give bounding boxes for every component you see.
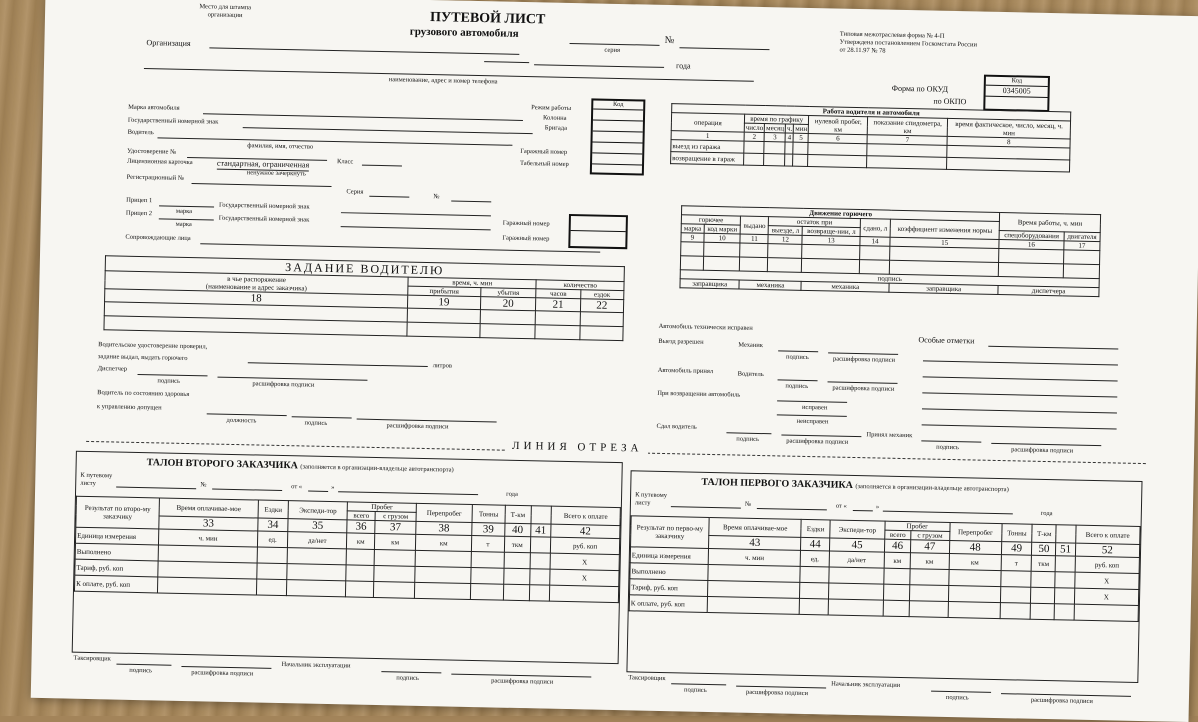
year-label: года [676,61,691,71]
health-text: Водитель по состоянию здоровья [97,389,190,399]
coupon-second-customer [72,451,623,664]
number-field-line[interactable] [451,200,491,202]
license-card-label: Лицензионная карточка [126,157,193,167]
column-label: Колонна [542,114,567,122]
mechanic-decode-caption: расшифровка подписи [832,355,896,364]
class-label: Класс [336,158,354,166]
trailer1-label: Прицеп 1 [126,196,153,205]
coupon1-table: Результат по перво-му заказчику Время оплачивае-мое Ездки Экспеди-тор Пробег Перепробег Тонны Т-км Всего к оплате всего с грузом 43 44 45 46 47 48 49 50 51 52 Единица измерения ч. мин ед. да/нет км км км т ткм руб. коп Выполнено X Тариф, руб. коп X К оплате, руб. коп [629,515,1141,622]
admitted-text: к управлению допущен [96,403,162,412]
driver-caption: фамилия, имя, отчество [247,142,314,151]
code-column-box: Код [590,98,646,175]
trailer2-plate-line[interactable] [341,226,491,230]
accepted-mech-decode-caption: расшифровка подписи [1011,446,1074,455]
task-given-text: задание выдал, выдать горючего [97,353,188,363]
health-decode-caption: расшифровка подписи [386,422,449,431]
accepted-mech-decode-line[interactable] [991,443,1101,446]
coupon2-no: № [200,481,207,489]
dispatcher-sign-caption: подпись [157,377,181,385]
work-table-title: Работа водителя и автомобиля [672,104,1071,121]
number-sign: № [664,34,675,47]
accepted-mech-sign-line[interactable] [921,440,981,442]
code-box: Код 0345005 [983,75,1050,112]
special-notes-line-3[interactable] [923,376,1118,381]
task-title: ЗАДАНИЕ ВОДИТЕЛЮ [105,256,624,282]
car-ok-text: Автомобиль технически исправен [658,322,753,332]
coupon1-chief-decode-caption: расшифровка подписи [1030,696,1093,706]
special-notes-line-2[interactable] [923,360,1118,365]
trailer1-garage-label: Гаражный номер [502,219,550,228]
coupon1-chief-decode-line[interactable] [1001,693,1131,697]
special-notes-line-6[interactable] [922,424,1117,429]
series-caption: серия [604,46,621,54]
coupon1-to-waybill: К путевому листу [634,491,668,507]
coupon1-taxer-sign-line[interactable] [671,683,726,685]
series-label: Серия [346,188,364,196]
work-table: Работа водителя и автомобиля операция время по графику нулевой пробег, км показание спидометра, км время фактическое, число, месяц, ч. мин число месяц ч. мин 1 2 3 4 5 6 7 8 выезд из гаража возвращение в гараж [670,103,1071,172]
coupon2-waybill-line[interactable] [116,487,196,490]
waybill-document [31,0,1198,722]
coupon1-year: года [1040,509,1053,518]
handed-decode-caption: расшифровка подписи [786,437,849,446]
driver-line[interactable] [157,137,512,145]
okpo-label: по ОКПО [933,96,967,107]
org-caption: наименование, адрес и номер телефона [388,76,498,86]
date-day-line[interactable] [484,61,529,63]
mechanic-label: Механик [738,341,764,350]
car-brand-label: Марка автомобиля [128,103,180,112]
disposal-header: в чье распоряжение (наименование и адрес заказчика) [105,271,408,295]
coupon-first-customer [626,470,1142,683]
license-label: Удостоверение № [127,147,177,156]
mechanic-sign-caption: подпись [785,353,809,362]
coupon2-from: от « [291,483,303,491]
coupon2-month-line[interactable] [338,491,478,495]
coupon2-day-line[interactable] [308,491,328,492]
okud-label: Форма по ОКУД [891,83,949,94]
coupon2-to-waybill: К путевому листу [80,471,113,488]
org-line-1[interactable] [209,47,519,54]
work-mode-label: Режим работы [531,104,572,112]
garage-no-box [568,214,628,249]
mechanic-sign-line[interactable] [778,350,818,352]
special-notes-line-5[interactable] [922,408,1117,413]
okud-code: 0345005 [986,86,1048,98]
coupon2-table: Результат по второ-му заказчику Время оплачивае-мое Ездки Экспеди-тор Пробег Перепробег Тонны Т-км Всего к оплате всего с грузом 33 34 35 36 37 38 39 40 41 42 Единица измерения ч. мин ед. да/нет км км км т ткм руб. коп Выполнено X Тариф, руб. коп X К оплате, руб. коп [74,496,621,603]
handed-sign-line[interactable] [726,432,771,434]
health-sign-line[interactable] [292,416,352,418]
coupon2-chief-sign-line[interactable] [381,671,441,673]
return-working: исправен [801,403,828,412]
accept-driver-sign-caption: подпись [785,382,809,391]
health-sign-caption: подпись [304,419,328,427]
trailer2-plate-label: Государственный номерной знак [218,214,310,224]
handed-driver-text: Сдал водитель [656,422,697,431]
trailer2-label: Прицеп 2 [125,209,153,218]
on-return-text: При возвращении автомобиль [657,389,741,399]
license-checked-text: Водительское удостоверение проверил, [98,341,208,351]
accept-driver-decode-line[interactable] [828,381,898,383]
health-decode-line[interactable] [357,419,497,423]
return-not-working: неисправен [796,417,829,426]
coupon1-title: ТАЛОН ПЕРВОГО ЗАКАЗЧИКА (заполняется в организации-владельце автотранспорта) [701,476,1009,494]
fuel-table: Движение горючего Время работы, ч. мин горючее выдано остаток при сдано, л коэффициент изменения нормы марка код марки выезде, л возвраще-нии, л спецоборудования двигателя 9 10 11 12 13 14 15 16 17 подпись заправщика механика механика заправщика диспетчера [679,205,1101,297]
liters-line[interactable] [248,362,428,367]
special-notes-line-4[interactable] [922,392,1117,397]
coupon1-no: № [744,500,752,508]
date-month-line[interactable] [534,64,664,68]
special-notes-line-1[interactable] [988,346,1118,350]
license-card-caption: ненужное зачеркнуть [246,169,306,178]
coupon2-taxer-decode-caption: расшифровка подписи [191,669,254,678]
car-accepted-text: Автомобиль принял [657,366,714,376]
return-state-line-2[interactable] [777,414,847,416]
row-exit: выезд из гаража [671,140,744,154]
dispatcher-sign-line[interactable] [138,374,208,376]
coupon2-year: года [506,490,518,498]
license-card-value: стандартная, ограниченная [216,158,310,170]
form-note: Типовая межотраслевая форма № 4-П Утверждена постановлением Госкомстата России от 28.11.97 № 78 [839,30,978,55]
coupon1-chief: Начальник эксплуатации [831,680,901,690]
coupon1-chief-sign-line[interactable] [931,691,991,693]
accept-driver-label: Водитель [737,370,764,379]
number-line[interactable] [679,47,769,50]
dispatcher-label: Диспетчер [97,365,128,373]
coupon2-taxer: Таксировщик [73,654,111,663]
coupon1-waybill-line[interactable] [671,506,741,508]
trailer1-plate-label: Государственный номерной знак [219,201,310,211]
row-return: возвращение в гараж [671,152,744,166]
series-field-line[interactable] [369,196,409,198]
number-label: № [433,193,440,201]
coupon2-taxer-sign-caption: подпись [129,666,153,675]
accept-driver-sign-line[interactable] [778,379,818,381]
trailer2-garage-label: Гаражный номер [502,234,550,243]
car-brand-line[interactable] [203,113,523,121]
driver-label: Водитель [127,128,154,137]
position-line[interactable] [207,413,287,416]
trailer1-brand-caption: марка [175,207,193,216]
coupon1-month-line[interactable] [883,511,1013,515]
trailer1-plate-line[interactable] [341,212,491,216]
coupon1-taxer-decode-caption: расшифровка подписи [745,688,809,698]
coupon2-chief-decode-line[interactable] [451,674,591,678]
return-state-line-1[interactable] [777,400,847,402]
coupon1-chief-sign-caption: подпись [945,693,969,702]
accept-driver-decode-caption: расшифровка подписи [832,384,895,393]
tab-no-label: Табельный номер [519,159,569,168]
coupon1-taxer-sign-caption: подпись [683,686,707,694]
task-table: ЗАДАНИЕ ВОДИТЕЛЮ в чье распоряжение (наименование и адрес заказчика) время, ч. мин количество прибытия убытия часов ездок 18 19 20 21 22 [103,255,624,341]
series-line[interactable] [570,43,660,46]
coupon2-no-line[interactable] [212,489,282,491]
trailer2-brand-caption: марка [175,220,192,229]
coupon2-chief: Начальник эксплуатации [281,661,351,670]
reg-no-line[interactable] [192,183,332,187]
escort-line[interactable] [200,243,600,252]
garage-no-label: Гаражный номер [520,147,568,156]
cut-line-label: ЛИНИЯ ОТРЕЗА [506,440,649,455]
brigade-label: Бригада [544,124,568,132]
reg-no-label: Регистрационный № [126,173,185,182]
handed-sign-caption: подпись [736,435,760,443]
fuel-table-title: Движение горючего [681,206,999,222]
position-caption: должность [226,416,257,425]
mechanic-decode-line[interactable] [828,352,898,354]
accepted-mech-text: Принял механик [866,431,913,440]
coupon2-chief-sign-caption: подпись [396,674,419,682]
coupon1-from: от « [835,502,847,510]
stamp-place: Место для штампа организации [199,3,252,20]
accepted-mech-sign-caption: подпись [936,443,959,452]
liters-label: литров [432,362,453,370]
coupon1-no-line[interactable] [757,508,827,510]
special-notes-label: Особые отметки [918,335,975,346]
class-line[interactable] [362,165,402,167]
coupon2-quote: » [331,484,335,492]
reg-plate-label: Государственный номерной знак [127,116,219,126]
coupon2-chief-decode-caption: расшифровка подписи [491,677,554,686]
coupon2-title: ТАЛОН ВТОРОГО ЗАКАЗЧИКА (заполняется в организации-владельце автотранспорта) [146,457,454,474]
dispatcher-decode-caption: расшифровка подписи [252,380,315,389]
document-title: ПУТЕВОЙ ЛИСТ [429,10,546,28]
coupon1-taxer: Таксировщик [628,674,666,683]
coupon1-day-line[interactable] [853,510,873,511]
reg-plate-line[interactable] [243,127,533,134]
coupon2-taxer-sign-line[interactable] [116,664,171,666]
document-subtitle: грузового автомобиля [409,25,519,40]
exit-allowed-text: Выезд разрешен [658,337,704,346]
escort-label: Сопровождающие лица [125,233,191,243]
coupon1-quote: » [875,503,880,511]
org-label: Организация [146,38,191,49]
dispatcher-decode-line[interactable] [217,377,367,381]
